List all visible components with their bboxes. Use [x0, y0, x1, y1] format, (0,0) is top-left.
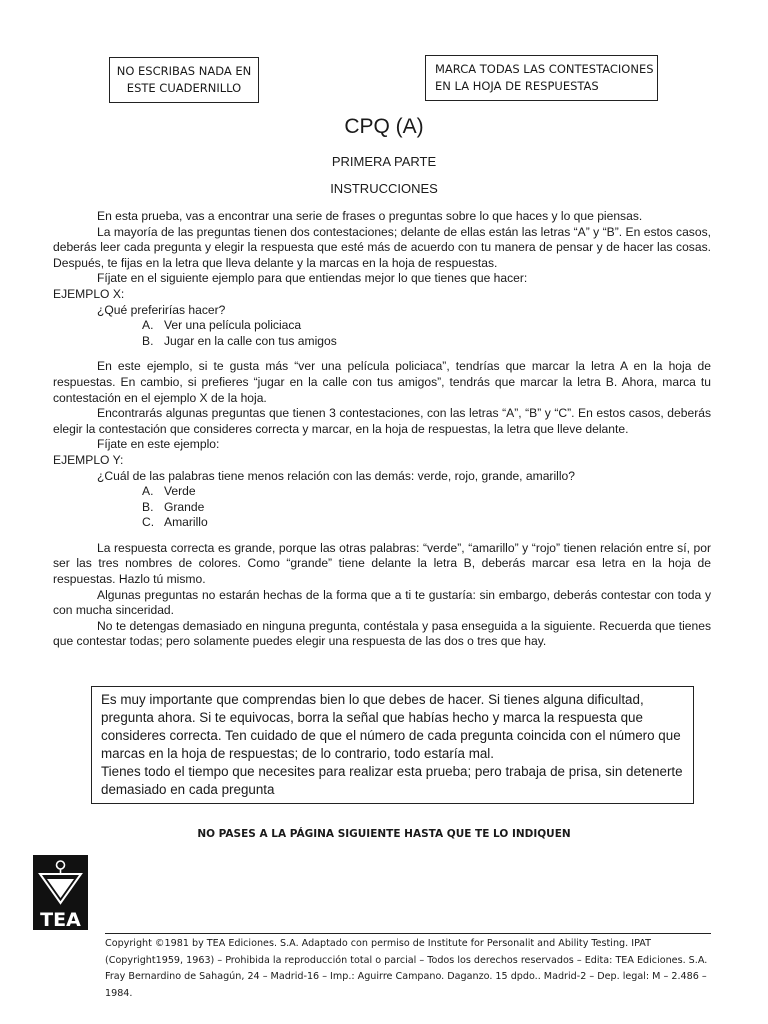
option-text: Verde [164, 484, 196, 499]
notice-line: MARCA TODAS LAS CONTESTACIONES [435, 62, 654, 76]
paragraph: La respuesta correcta es grande, porque las otras palabras: “verde”, “amarillo” y “rojo” tienen relación entre sí, por ser las tres nombres de colores. Como “grande” tiene delante la letra B, deberás marcar esa letra en la hoja de respuestas. Hazlo tú mismo. [53, 540, 711, 587]
paragraph: Fíjate en el siguiente ejemplo para que entiendas mejor lo que tienes que hacer: [97, 271, 528, 286]
option-letter: B. [142, 499, 154, 514]
logo-lettering: TEA [40, 909, 81, 930]
example-y-option-a [53, 484, 711, 500]
example-x-question: ¿Qué preferirías hacer? [97, 302, 226, 317]
example-y-option-c [53, 515, 711, 531]
example-x-label: EJEMPLO X: [53, 286, 125, 301]
important-notice-box [91, 686, 694, 804]
paragraph: Fíjate en este ejemplo: [97, 437, 220, 452]
copyright-text: Copyright ©1981 by TEA Ediciones. S.A. Adaptado con permiso de Institute for Personalit and Ability Testing. IPAT (Copyright1959, 1963) – Prohibida la reproducción total o parcial – Todos los derechos reservados – Edita: TEA Ediciones. S.A. Fray Bernardino de Sahagún, 24 – Madrid-16 – Imp.: Aguirre Campano. Daganzo. 15 dpdo.. Madrid-2 – Dep. legal: M – 2.486 – 1984. [105, 938, 708, 999]
example-x-option-a [53, 318, 711, 334]
paragraph: Encontrarás algunas preguntas que tienen 3 contestaciones, con las letras “A”, “B” y “C”. En estos casos, deberás elegir la contestación que consideres correcta y marcar, en la hoja de respuestas, la letra que lleve delante. [53, 406, 711, 436]
notice-line: NO ESCRIBAS NADA EN [116, 64, 252, 78]
example-y-question: ¿Cuál de las palabras tiene menos relación con las demás: verde, rojo, grande, amarillo? [97, 468, 575, 483]
paragraph: No te detengas demasiado en ninguna pregunta, contéstala y pasa enseguida a la siguiente. Recuerda que tienes que contestar todas; pero solamente puedes elegir una respuesta de las dos o tres que hay. [53, 618, 711, 649]
part-heading: PRIMERA PARTE [331, 154, 437, 169]
paragraph: La mayoría de las preguntas tienen dos contestaciones; delante de ellas están las letras “A” y “B”. En estos casos, deberás leer cada pregunta y elegir la respuesta que esté más de acuerdo con tu manera de pensar y de hacer las cosas. Después, te fijas en la letra que lleva delante y la marcas en la hoja de respuestas. [53, 224, 711, 270]
option-text: Ver una película policiaca [164, 318, 302, 333]
paragraph: En esta prueba, vas a encontrar una serie de frases o preguntas sobre lo que haces y lo que piensas. [97, 209, 643, 223]
notice-box-mark-answers [425, 55, 658, 101]
option-letter: A. [142, 318, 154, 333]
section-heading: INSTRUCCIONES [330, 181, 438, 196]
do-not-turn-page-notice: NO PASES A LA PÁGINA SIGUIENTE HASTA QUE TE LO INDIQUEN [197, 828, 571, 840]
example-x-option-b [53, 334, 711, 350]
page-title: CPQ (A) [344, 115, 424, 138]
notice-line: EN LA HOJA DE RESPUESTAS [435, 79, 599, 93]
option-letter: C. [142, 515, 155, 530]
example-y-option-b [53, 500, 711, 516]
footer-divider [105, 933, 711, 934]
option-text: Jugar en la calle con tus amigos [164, 333, 337, 348]
paragraph: Algunas preguntas no estarán hechas de la forma que a ti te gustaría: sin embargo, deberás contestar con toda y con mucha sinceridad. [53, 587, 711, 618]
paragraph: En este ejemplo, si te gusta más “ver una película policiaca”, tendrías que marcar la letra A en la hoja de respuestas. En cambio, si prefieres “jugar en la calle con tus amigos”, tendrás que marcar la letra B. Ahora, marca tu contestación en el ejemplo X de la hoja. [53, 359, 711, 405]
option-text: Grande [164, 499, 205, 514]
tea-logo [33, 855, 88, 930]
example-y-label: EJEMPLO Y: [53, 452, 124, 467]
option-letter: A. [142, 484, 154, 499]
notice-box-do-not-write [109, 57, 259, 103]
important-paragraph: Es muy importante que comprendas bien lo que debes de hacer. Si tienes alguna dificultad, pregunta ahora. Si te equivocas, borra la señal que habías hecho y marca la respuesta que consideres correcta. Ten cuidado de que el número de cada pregunta coincida con el número que marcas en la hoja de respuestas; de lo contrario, todo estaría mal. [101, 692, 681, 761]
notice-line: ESTE CUADERNILLO [126, 81, 242, 95]
instructions-body [53, 209, 711, 650]
option-text: Amarillo [164, 515, 208, 530]
option-letter: B. [142, 333, 154, 348]
important-paragraph: Tienes todo el tiempo que necesites para realizar esta prueba; pero trabaja de prisa, sin detenerte demasiado en cada pregunta [101, 764, 683, 797]
